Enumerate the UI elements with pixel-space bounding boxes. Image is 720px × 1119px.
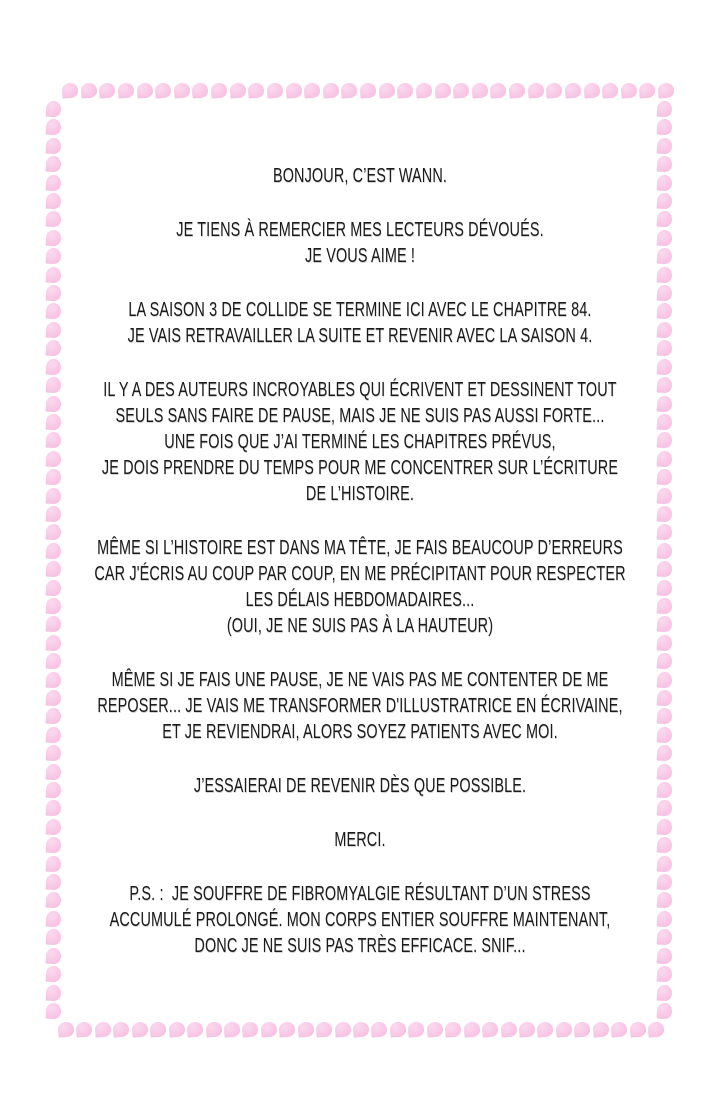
border-petal bbox=[629, 1021, 646, 1037]
border-petal bbox=[94, 1021, 111, 1037]
border-petal bbox=[304, 82, 321, 98]
border-petal bbox=[46, 119, 62, 136]
border-petal bbox=[657, 82, 674, 98]
border-petal bbox=[248, 82, 265, 98]
border-petal bbox=[192, 82, 209, 98]
border-petal bbox=[46, 137, 62, 154]
border-petal bbox=[186, 1021, 203, 1037]
border-petal bbox=[611, 1021, 628, 1037]
border-petal bbox=[316, 1021, 333, 1037]
text-line: ACCUMULÉ PROLONGÉ. MON CORPS ENTIER SOUFFRE MAINTENANT, bbox=[109, 909, 611, 931]
border-petal bbox=[564, 82, 581, 98]
note-paragraph bbox=[0, 881, 720, 959]
border-petal bbox=[657, 119, 673, 136]
text-line: MÊME SI JE FAIS UNE PAUSE, JE NE VAIS PAS ME CONTENTER DE ME bbox=[111, 669, 609, 691]
border-petal bbox=[555, 1021, 572, 1037]
border-petal bbox=[61, 82, 78, 98]
text-line: LA SAISON 3 DE COLLIDE SE TERMINE ICI AVEC LE CHAPITRE 84. bbox=[128, 299, 592, 321]
border-petal bbox=[463, 1021, 480, 1037]
border-petal bbox=[99, 82, 116, 98]
border-petal bbox=[136, 82, 153, 98]
border-petal bbox=[322, 82, 339, 98]
border-petal bbox=[426, 1021, 443, 1037]
border-petal bbox=[620, 82, 637, 98]
border-petal bbox=[46, 984, 62, 1001]
border-petal bbox=[260, 1021, 277, 1037]
border-petal bbox=[546, 82, 563, 98]
decorative-border-bottom bbox=[58, 1022, 664, 1038]
border-petal bbox=[173, 82, 190, 98]
border-petal bbox=[150, 1021, 167, 1037]
border-petal bbox=[657, 966, 673, 983]
border-petal bbox=[113, 1021, 130, 1037]
border-petal bbox=[266, 82, 283, 98]
border-petal bbox=[602, 82, 619, 98]
border-petal bbox=[490, 82, 507, 98]
border-petal bbox=[352, 1021, 369, 1037]
text-line: P.S. : JE SOUFFRE DE FIBROMYALGIE RÉSULTANT D’UN STRESS bbox=[129, 883, 591, 905]
note-paragraph bbox=[0, 377, 720, 507]
border-petal bbox=[518, 1021, 535, 1037]
note-paragraph bbox=[0, 217, 720, 269]
border-petal bbox=[508, 82, 525, 98]
border-petal bbox=[297, 1021, 314, 1037]
text-line: BONJOUR, C’EST WANN. bbox=[272, 165, 448, 187]
border-petal bbox=[210, 82, 227, 98]
border-petal bbox=[46, 101, 62, 118]
border-petal bbox=[408, 1021, 425, 1037]
border-petal bbox=[223, 1021, 240, 1037]
text-line: (OUI, JE NE SUIS PAS À LA HAUTEUR) bbox=[226, 615, 494, 637]
border-petal bbox=[434, 82, 451, 98]
border-petal bbox=[657, 101, 673, 118]
note-paragraph bbox=[0, 535, 720, 639]
text-line: MÊME SI L’HISTOIRE EST DANS MA TÊTE, JE FAIS BEAUCOUP D’ERREURS bbox=[97, 537, 623, 559]
border-petal bbox=[500, 1021, 517, 1037]
note-paragraph bbox=[0, 773, 720, 799]
text-line: IL Y A DES AUTEURS INCROYABLES QUI ÉCRIVENT ET DESSINENT TOUT bbox=[103, 379, 617, 401]
border-petal bbox=[583, 82, 600, 98]
text-line: JE VOUS AIME ! bbox=[304, 245, 416, 267]
border-petal bbox=[46, 1003, 62, 1020]
border-petal bbox=[341, 82, 358, 98]
text-line: UNE FOIS QUE J’AI TERMINÉ LES CHAPITRES PRÉVUS, bbox=[164, 431, 556, 453]
author-note-text bbox=[0, 163, 720, 959]
border-petal bbox=[445, 1021, 462, 1037]
text-line: MERCI. bbox=[334, 829, 386, 851]
border-petal bbox=[657, 137, 673, 154]
border-petal bbox=[415, 82, 432, 98]
border-petal bbox=[334, 1021, 351, 1037]
border-petal bbox=[168, 1021, 185, 1037]
border-petal bbox=[537, 1021, 554, 1037]
border-petal bbox=[378, 82, 395, 98]
border-petal bbox=[647, 1021, 664, 1037]
text-line: REPOSER... JE VAIS ME TRANSFORMER D'ILLUSTRATRICE EN ÉCRIVAINE, bbox=[97, 695, 623, 717]
text-line: LES DÉLAIS HEBDOMADAIRES... bbox=[245, 589, 475, 611]
border-petal bbox=[359, 82, 376, 98]
border-petal bbox=[574, 1021, 591, 1037]
border-petal bbox=[639, 82, 656, 98]
border-petal bbox=[279, 1021, 296, 1037]
border-petal bbox=[205, 1021, 222, 1037]
text-line: CAR J'ÉCRIS AU COUP PAR COUP, EN ME PRÉCIPITANT POUR RESPECTER bbox=[94, 563, 626, 585]
text-line: ET JE REVIENDRAI, ALORS SOYEZ PATIENTS AVEC MOI. bbox=[162, 721, 558, 743]
text-line: JE TIENS À REMERCIER MES LECTEURS DÉVOUÉS. bbox=[176, 219, 544, 241]
note-paragraph bbox=[0, 667, 720, 745]
border-petal bbox=[389, 1021, 406, 1037]
border-petal bbox=[471, 82, 488, 98]
border-petal bbox=[397, 82, 414, 98]
text-line: JE DOIS PRENDRE DU TEMPS POUR ME CONCENTRER SUR L’ÉCRITURE bbox=[101, 457, 619, 479]
border-petal bbox=[57, 1021, 74, 1037]
border-petal bbox=[76, 1021, 93, 1037]
border-petal bbox=[453, 82, 470, 98]
border-petal bbox=[117, 82, 134, 98]
note-paragraph bbox=[0, 163, 720, 189]
border-petal bbox=[371, 1021, 388, 1037]
border-petal bbox=[592, 1021, 609, 1037]
text-line: SEULS SANS FAIRE DE PAUSE, MAIS JE NE SUIS PAS AUSSI FORTE... bbox=[115, 405, 605, 427]
border-petal bbox=[657, 984, 673, 1001]
border-petal bbox=[481, 1021, 498, 1037]
note-paragraph bbox=[0, 827, 720, 853]
text-line: DE L’HISTOIRE. bbox=[305, 483, 415, 505]
decorative-border-top bbox=[62, 83, 674, 99]
border-petal bbox=[80, 82, 97, 98]
border-petal bbox=[242, 1021, 259, 1037]
text-line: JE VAIS RETRAVAILLER LA SUITE ET REVENIR AVEC LA SAISON 4. bbox=[127, 325, 593, 347]
border-petal bbox=[131, 1021, 148, 1037]
border-petal bbox=[155, 82, 172, 98]
note-paragraph bbox=[0, 297, 720, 349]
text-line: DONC JE NE SUIS PAS TRÈS EFFICACE. SNIF... bbox=[194, 935, 526, 957]
border-petal bbox=[527, 82, 544, 98]
border-petal bbox=[229, 82, 246, 98]
border-petal bbox=[285, 82, 302, 98]
text-line: J’ESSAIERAI DE REVENIR DÈS QUE POSSIBLE. bbox=[193, 775, 527, 797]
border-petal bbox=[657, 1003, 673, 1020]
border-petal bbox=[46, 966, 62, 983]
